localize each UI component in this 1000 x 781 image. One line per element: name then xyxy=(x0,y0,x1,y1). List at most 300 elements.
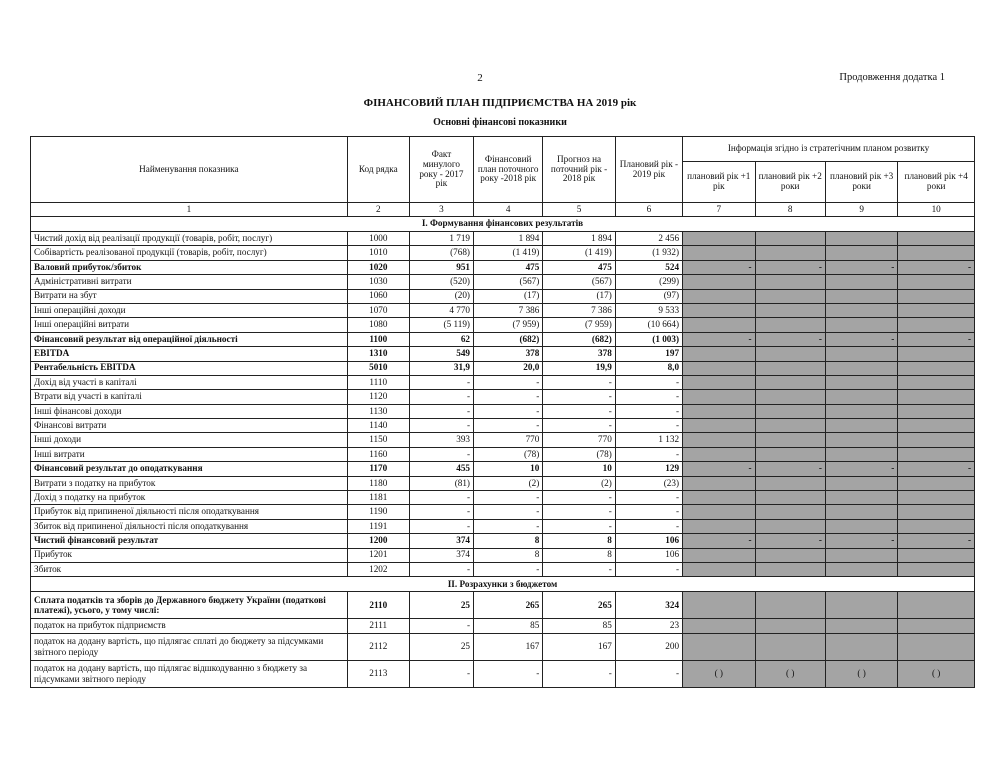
value-forecast: - xyxy=(543,562,615,576)
strategic-cell xyxy=(755,519,825,533)
row-name: податок на додану вартість, що підлягає відшкодуванню з бюджету за підсумками звітного періоду xyxy=(31,660,348,687)
table-row xyxy=(31,232,975,246)
strategic-cell xyxy=(898,519,975,533)
strategic-cell xyxy=(755,232,825,246)
value-forecast: (7 959) xyxy=(543,318,615,332)
strategic-cell xyxy=(825,361,897,375)
strategic-cell xyxy=(825,519,897,533)
strategic-cell: - xyxy=(825,534,897,548)
value-fact: 25 xyxy=(409,633,473,660)
strategic-cell xyxy=(825,476,897,490)
strategic-cell xyxy=(825,375,897,389)
row-name: Адміністративні витрати xyxy=(31,275,348,289)
value-planned: - xyxy=(615,505,682,519)
value-forecast: (567) xyxy=(543,275,615,289)
value-fact: - xyxy=(409,404,473,418)
table-row xyxy=(31,275,975,289)
table-row xyxy=(31,332,975,346)
strategic-cell xyxy=(825,404,897,418)
value-fact: 1 719 xyxy=(409,232,473,246)
value-forecast: - xyxy=(543,505,615,519)
value-forecast: 475 xyxy=(543,260,615,274)
strategic-cell xyxy=(683,476,755,490)
strategic-cell xyxy=(898,375,975,389)
row-name: Валовий прибуток/збиток xyxy=(31,260,348,274)
strategic-cell: - xyxy=(755,332,825,346)
strategic-cell: - xyxy=(825,332,897,346)
row-code: 1010 xyxy=(347,246,409,260)
header-name: Найменування показника xyxy=(31,137,348,203)
strategic-cell: - xyxy=(898,462,975,476)
strategic-cell xyxy=(755,404,825,418)
value-fact: (81) xyxy=(409,476,473,490)
value-planned: 8,0 xyxy=(615,361,682,375)
row-name: Прибуток від припиненої діяльності після оподаткування xyxy=(31,505,348,519)
strategic-cell: - xyxy=(898,534,975,548)
row-name: Дохід з податку на прибуток xyxy=(31,491,348,505)
value-forecast: 167 xyxy=(543,633,615,660)
value-planned: - xyxy=(615,375,682,389)
row-code: 1202 xyxy=(347,562,409,576)
row-code: 1201 xyxy=(347,548,409,562)
header-fact: Факт минулого року - 2017 рік xyxy=(409,137,473,203)
value-fact: 951 xyxy=(409,260,473,274)
strategic-cell xyxy=(825,505,897,519)
row-name: Собівартість реалізованої продукції (товарів, робіт, послуг) xyxy=(31,246,348,260)
strategic-cell xyxy=(825,592,897,619)
table-row xyxy=(31,519,975,533)
strategic-cell xyxy=(898,419,975,433)
strategic-cell xyxy=(825,447,897,461)
value-planned: - xyxy=(615,390,682,404)
strategic-cell xyxy=(683,390,755,404)
value-fact: 455 xyxy=(409,462,473,476)
row-code: 1110 xyxy=(347,375,409,389)
strategic-cell xyxy=(825,419,897,433)
value-plan-current: 85 xyxy=(474,619,543,633)
table-row xyxy=(31,447,975,461)
value-fact: (20) xyxy=(409,289,473,303)
strategic-cell: - xyxy=(825,462,897,476)
strategic-cell xyxy=(683,303,755,317)
row-code: 1080 xyxy=(347,318,409,332)
strategic-cell xyxy=(898,232,975,246)
row-name: Втрати від участі в капіталі xyxy=(31,390,348,404)
strategic-cell xyxy=(755,390,825,404)
strategic-cell xyxy=(898,347,975,361)
value-forecast: - xyxy=(543,375,615,389)
header-strategic: Інформація згідно із стратегічним планом розвитку xyxy=(683,137,975,162)
strategic-cell xyxy=(755,419,825,433)
strategic-cell: - xyxy=(825,260,897,274)
strategic-cell xyxy=(825,347,897,361)
strategic-cell xyxy=(898,548,975,562)
row-code: 1120 xyxy=(347,390,409,404)
row-name: Інші доходи xyxy=(31,433,348,447)
header-year3: плановий рік +3 роки xyxy=(825,162,897,203)
strategic-cell xyxy=(898,303,975,317)
value-planned: (23) xyxy=(615,476,682,490)
strategic-cell xyxy=(898,404,975,418)
strategic-cell xyxy=(683,404,755,418)
value-plan-current: (7 959) xyxy=(474,318,543,332)
row-code: 1130 xyxy=(347,404,409,418)
table-row xyxy=(31,246,975,260)
document-subtitle: Основні фінансові показники xyxy=(433,117,567,128)
strategic-cell xyxy=(898,318,975,332)
value-fact: - xyxy=(409,491,473,505)
value-planned: 106 xyxy=(615,534,682,548)
value-forecast: 8 xyxy=(543,534,615,548)
strategic-cell xyxy=(825,246,897,260)
value-planned: - xyxy=(615,404,682,418)
strategic-cell xyxy=(683,318,755,332)
row-name: Сплата податків та зборів до Державного бюджету України (податкові платежі), усього, у тому числі: xyxy=(31,592,348,619)
strategic-cell xyxy=(825,303,897,317)
row-code: 1100 xyxy=(347,332,409,346)
row-code: 2112 xyxy=(347,633,409,660)
strategic-cell xyxy=(683,419,755,433)
strategic-cell xyxy=(898,275,975,289)
value-plan-current: - xyxy=(474,519,543,533)
value-forecast: - xyxy=(543,404,615,418)
value-plan-current: - xyxy=(474,390,543,404)
section-title: І. Формування фінансових результатів xyxy=(31,217,975,232)
table-row xyxy=(31,660,975,687)
value-fact: 374 xyxy=(409,534,473,548)
column-number: 8 xyxy=(755,203,825,217)
table-row xyxy=(31,260,975,274)
value-plan-current: - xyxy=(474,419,543,433)
strategic-cell xyxy=(683,562,755,576)
value-forecast: (682) xyxy=(543,332,615,346)
value-plan-current: (1 419) xyxy=(474,246,543,260)
strategic-cell xyxy=(825,433,897,447)
row-code: 1191 xyxy=(347,519,409,533)
strategic-cell: ( ) xyxy=(898,660,975,687)
value-planned: 1 132 xyxy=(615,433,682,447)
row-name: Фінансові витрати xyxy=(31,419,348,433)
value-plan-current: (2) xyxy=(474,476,543,490)
row-name: податок на додану вартість, що підлягає сплаті до бюджету за підсумками звітного періоду xyxy=(31,633,348,660)
strategic-cell xyxy=(683,548,755,562)
value-forecast: - xyxy=(543,419,615,433)
table-row xyxy=(31,419,975,433)
strategic-cell xyxy=(683,633,755,660)
header-year2: плановий рік +2 роки xyxy=(755,162,825,203)
strategic-cell: - xyxy=(755,260,825,274)
strategic-cell xyxy=(683,275,755,289)
value-plan-current: 20,0 xyxy=(474,361,543,375)
table-row xyxy=(31,476,975,490)
value-fact: - xyxy=(409,447,473,461)
strategic-cell xyxy=(755,289,825,303)
row-code: 1200 xyxy=(347,534,409,548)
strategic-cell xyxy=(755,592,825,619)
row-code: 2110 xyxy=(347,592,409,619)
row-name: Фінансовий результат від операційної діяльності xyxy=(31,332,348,346)
strategic-cell xyxy=(898,562,975,576)
strategic-cell xyxy=(755,505,825,519)
value-forecast: - xyxy=(543,491,615,505)
row-name: Фінансовий результат до оподаткування xyxy=(31,462,348,476)
value-forecast: - xyxy=(543,519,615,533)
value-planned: - xyxy=(615,491,682,505)
strategic-cell xyxy=(683,505,755,519)
strategic-cell xyxy=(683,232,755,246)
strategic-cell xyxy=(683,289,755,303)
value-planned: 324 xyxy=(615,592,682,619)
value-planned: 524 xyxy=(615,260,682,274)
value-planned: (1 932) xyxy=(615,246,682,260)
table-row xyxy=(31,347,975,361)
row-name: Інші витрати xyxy=(31,447,348,461)
value-forecast: (78) xyxy=(543,447,615,461)
value-fact: 393 xyxy=(409,433,473,447)
value-forecast: 1 894 xyxy=(543,232,615,246)
value-plan-current: 7 386 xyxy=(474,303,543,317)
header-forecast: Прогноз на поточний рік - 2018 рік xyxy=(543,137,615,203)
table-row xyxy=(31,534,975,548)
strategic-cell xyxy=(755,318,825,332)
strategic-cell xyxy=(825,289,897,303)
strategic-cell: ( ) xyxy=(683,660,755,687)
value-forecast: - xyxy=(543,390,615,404)
value-plan-current: 770 xyxy=(474,433,543,447)
strategic-cell xyxy=(825,275,897,289)
row-code: 2113 xyxy=(347,660,409,687)
value-planned: - xyxy=(615,660,682,687)
row-name: Чистий дохід від реалізації продукції (товарів, робіт, послуг) xyxy=(31,232,348,246)
value-forecast: 265 xyxy=(543,592,615,619)
value-plan-current: - xyxy=(474,505,543,519)
strategic-cell xyxy=(755,246,825,260)
value-forecast: 770 xyxy=(543,433,615,447)
value-planned: 129 xyxy=(615,462,682,476)
value-fact: - xyxy=(409,619,473,633)
strategic-cell xyxy=(683,491,755,505)
value-planned: - xyxy=(615,562,682,576)
strategic-cell xyxy=(825,318,897,332)
value-plan-current: 475 xyxy=(474,260,543,274)
value-planned: 9 533 xyxy=(615,303,682,317)
strategic-cell xyxy=(825,548,897,562)
value-planned: - xyxy=(615,419,682,433)
value-plan-current: 265 xyxy=(474,592,543,619)
value-plan-current: 1 894 xyxy=(474,232,543,246)
table-row xyxy=(31,462,975,476)
continuation-note: Продовження додатка 1 xyxy=(839,72,945,83)
strategic-cell xyxy=(825,232,897,246)
strategic-cell xyxy=(898,246,975,260)
row-code: 1160 xyxy=(347,447,409,461)
value-plan-current: (17) xyxy=(474,289,543,303)
value-fact: 374 xyxy=(409,548,473,562)
value-fact: (520) xyxy=(409,275,473,289)
value-fact: - xyxy=(409,660,473,687)
strategic-cell xyxy=(755,347,825,361)
strategic-cell xyxy=(683,592,755,619)
row-code: 1140 xyxy=(347,419,409,433)
strategic-cell xyxy=(898,491,975,505)
strategic-cell xyxy=(755,633,825,660)
strategic-cell xyxy=(898,390,975,404)
row-name: Чистий фінансовий результат xyxy=(31,534,348,548)
row-name: Інші операційні витрати xyxy=(31,318,348,332)
value-planned: 106 xyxy=(615,548,682,562)
table-row xyxy=(31,548,975,562)
value-fact: 4 770 xyxy=(409,303,473,317)
value-planned: (97) xyxy=(615,289,682,303)
column-number: 6 xyxy=(615,203,682,217)
value-forecast: 378 xyxy=(543,347,615,361)
column-number: 2 xyxy=(347,203,409,217)
value-fact: 31,9 xyxy=(409,361,473,375)
row-name: Дохід від участі в капіталі xyxy=(31,375,348,389)
value-plan-current: - xyxy=(474,404,543,418)
header-year4: плановий рік +4 роки xyxy=(898,162,975,203)
column-number: 9 xyxy=(825,203,897,217)
value-forecast: 85 xyxy=(543,619,615,633)
strategic-cell xyxy=(898,619,975,633)
column-number: 3 xyxy=(409,203,473,217)
value-planned: - xyxy=(615,519,682,533)
table-row xyxy=(31,562,975,576)
strategic-cell: - xyxy=(683,462,755,476)
column-numbers-row xyxy=(31,203,975,217)
value-plan-current: (78) xyxy=(474,447,543,461)
value-forecast: 7 386 xyxy=(543,303,615,317)
value-fact: - xyxy=(409,419,473,433)
row-code: 1190 xyxy=(347,505,409,519)
strategic-cell xyxy=(898,289,975,303)
row-code: 1020 xyxy=(347,260,409,274)
value-forecast: (2) xyxy=(543,476,615,490)
strategic-cell: ( ) xyxy=(825,660,897,687)
value-fact: - xyxy=(409,562,473,576)
column-number: 1 xyxy=(31,203,348,217)
strategic-cell xyxy=(825,562,897,576)
row-name: податок на прибуток підприємств xyxy=(31,619,348,633)
strategic-cell xyxy=(755,303,825,317)
value-planned: 200 xyxy=(615,633,682,660)
strategic-cell xyxy=(683,619,755,633)
strategic-cell xyxy=(825,633,897,660)
strategic-cell xyxy=(683,519,755,533)
row-code: 1170 xyxy=(347,462,409,476)
column-number: 10 xyxy=(898,203,975,217)
value-plan-current: (567) xyxy=(474,275,543,289)
table-row xyxy=(31,633,975,660)
strategic-cell xyxy=(755,433,825,447)
strategic-cell: - xyxy=(755,534,825,548)
value-planned: (1 003) xyxy=(615,332,682,346)
value-planned: 2 456 xyxy=(615,232,682,246)
table-row xyxy=(31,491,975,505)
row-code: 5010 xyxy=(347,361,409,375)
value-fact: 25 xyxy=(409,592,473,619)
value-plan-current: 8 xyxy=(474,534,543,548)
table-row xyxy=(31,433,975,447)
strategic-cell xyxy=(755,275,825,289)
column-number: 7 xyxy=(683,203,755,217)
value-fact: - xyxy=(409,505,473,519)
column-number: 4 xyxy=(474,203,543,217)
strategic-cell: - xyxy=(683,534,755,548)
value-fact: 549 xyxy=(409,347,473,361)
strategic-cell xyxy=(755,375,825,389)
strategic-cell: - xyxy=(683,260,755,274)
header-plan-current: Фінансовий план поточного року -2018 рік xyxy=(474,137,543,203)
strategic-cell: - xyxy=(898,332,975,346)
column-number: 5 xyxy=(543,203,615,217)
strategic-cell xyxy=(755,548,825,562)
strategic-cell xyxy=(755,491,825,505)
row-name: Інші фінансові доходи xyxy=(31,404,348,418)
strategic-cell xyxy=(898,505,975,519)
row-code: 1000 xyxy=(347,232,409,246)
header-planned: Плановий рік - 2019 рік xyxy=(615,137,682,203)
row-code: 1181 xyxy=(347,491,409,505)
row-name: Збиток xyxy=(31,562,348,576)
strategic-cell: - xyxy=(683,332,755,346)
strategic-cell xyxy=(755,361,825,375)
table-row xyxy=(31,619,975,633)
section-header-row xyxy=(31,217,975,232)
table-row xyxy=(31,361,975,375)
value-planned: 197 xyxy=(615,347,682,361)
row-code: 1310 xyxy=(347,347,409,361)
value-fact: - xyxy=(409,375,473,389)
value-planned: (299) xyxy=(615,275,682,289)
strategic-cell xyxy=(755,562,825,576)
value-plan-current: (682) xyxy=(474,332,543,346)
row-code: 1060 xyxy=(347,289,409,303)
value-forecast: (1 419) xyxy=(543,246,615,260)
value-fact: 62 xyxy=(409,332,473,346)
strategic-cell xyxy=(898,433,975,447)
row-code: 1150 xyxy=(347,433,409,447)
strategic-cell xyxy=(898,447,975,461)
value-planned: 23 xyxy=(615,619,682,633)
section-header-row xyxy=(31,577,975,592)
section-title: ІІ. Розрахунки з бюджетом xyxy=(31,577,975,592)
header-code: Код рядка xyxy=(347,137,409,203)
strategic-cell xyxy=(825,390,897,404)
value-plan-current: - xyxy=(474,660,543,687)
table-row xyxy=(31,390,975,404)
table-row xyxy=(31,505,975,519)
table-row xyxy=(31,303,975,317)
strategic-cell xyxy=(683,246,755,260)
value-fact: (768) xyxy=(409,246,473,260)
strategic-cell xyxy=(755,619,825,633)
strategic-cell xyxy=(898,592,975,619)
row-code: 1030 xyxy=(347,275,409,289)
value-fact: - xyxy=(409,390,473,404)
row-name: Рентабельність EBITDA xyxy=(31,361,348,375)
table-row xyxy=(31,289,975,303)
strategic-cell xyxy=(755,476,825,490)
table-row xyxy=(31,404,975,418)
table-row xyxy=(31,318,975,332)
row-name: Витрати з податку на прибуток xyxy=(31,476,348,490)
strategic-cell: - xyxy=(755,462,825,476)
page-number: 2 xyxy=(477,72,483,84)
table-row xyxy=(31,592,975,619)
strategic-cell xyxy=(683,433,755,447)
value-plan-current: 167 xyxy=(474,633,543,660)
